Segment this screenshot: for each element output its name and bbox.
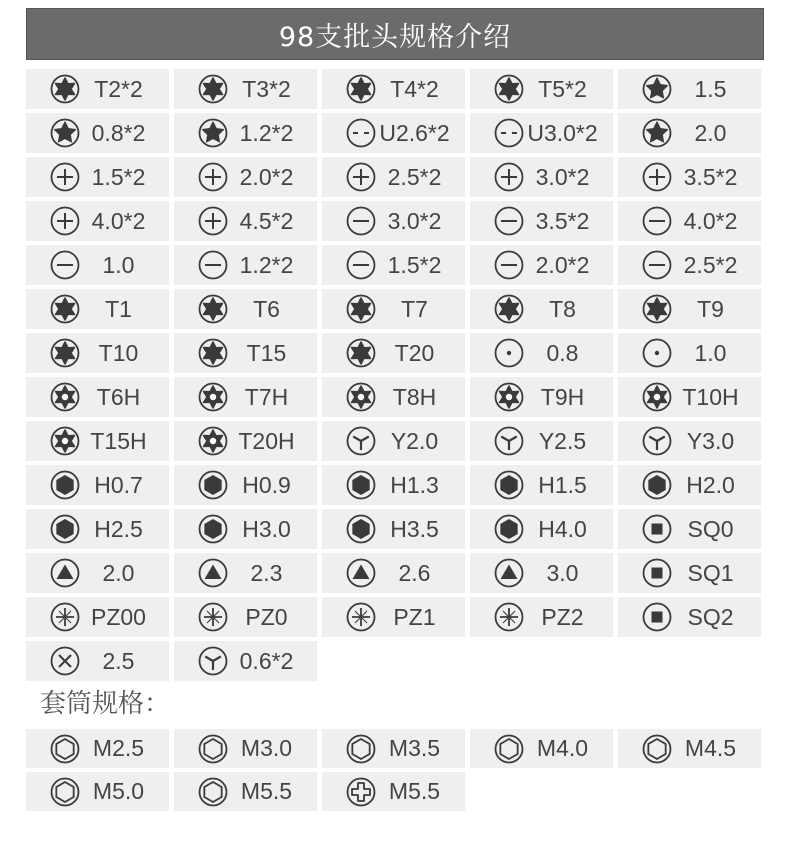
bit-cell-label: 0.8 [546, 339, 579, 366]
torx-hole-icon [198, 426, 228, 456]
socket-hex-icon [50, 734, 80, 764]
socket-cell-label: M3.5 [388, 735, 441, 761]
bit-cell [26, 465, 169, 505]
tri-wing-icon [494, 426, 524, 456]
socket-cell [470, 729, 613, 768]
slotted-icon [346, 250, 376, 280]
pentalobe-icon [198, 118, 228, 148]
hex-icon [494, 470, 524, 500]
hex-icon [198, 514, 228, 544]
bit-cell-label: PZ00 [91, 603, 146, 630]
bit-cell [470, 201, 613, 241]
tri-wing-icon [346, 426, 376, 456]
bit-cell-label: SQ2 [687, 603, 734, 630]
bit-cell [26, 509, 169, 549]
bit-cell-label: T6H [96, 383, 141, 410]
bit-cell-label: T4*2 [390, 75, 439, 102]
bit-cell-label: 2.0*2 [535, 251, 590, 278]
bit-cell [26, 69, 169, 109]
bit-cell-label: 2.3 [250, 559, 283, 586]
bit-cell [618, 509, 761, 549]
bit-cell-label: 2.0*2 [239, 163, 294, 190]
bit-cell [618, 289, 761, 329]
bit-cell-label: Y2.0 [390, 427, 439, 454]
torx-hole-icon [494, 382, 524, 412]
bit-cell-label: H3.0 [242, 515, 291, 542]
bit-cell [26, 377, 169, 417]
bit-cell [174, 333, 317, 373]
phillips-icon [198, 162, 228, 192]
slotted-icon [494, 250, 524, 280]
pentalobe-icon [642, 74, 672, 104]
bit-cell [470, 553, 613, 593]
bit-cell [322, 201, 465, 241]
phillips-icon [50, 206, 80, 236]
bit-cell-label: H4.0 [538, 515, 587, 542]
phillips-icon [198, 206, 228, 236]
bit-cell [618, 69, 761, 109]
slotted-icon [198, 250, 228, 280]
bit-cell [174, 553, 317, 593]
bit-cell [174, 157, 317, 197]
bit-cell-label: H0.7 [94, 471, 143, 498]
bit-cell-label: PZ0 [245, 603, 288, 630]
bit-cell-label: H2.0 [686, 471, 735, 498]
triangle-icon [198, 558, 228, 588]
bit-cell [26, 333, 169, 373]
bit-cell [322, 289, 465, 329]
bit-cell-label: T3*2 [242, 75, 291, 102]
bit-cell [26, 245, 169, 285]
socket-cell-label: M5.0 [92, 778, 145, 804]
bit-cell [470, 289, 613, 329]
socket-cell [26, 772, 169, 811]
tri-wing-icon [198, 646, 228, 676]
bit-cell-label: T6 [253, 295, 280, 322]
bit-cell-label: 3.0*2 [387, 207, 442, 234]
bit-cell [26, 553, 169, 593]
socket-cell [618, 729, 761, 768]
phillips-icon [50, 162, 80, 192]
slotted-icon [494, 206, 524, 236]
bit-cell [26, 201, 169, 241]
bit-cell-label: H0.9 [242, 471, 291, 498]
torx-icon [50, 294, 80, 324]
bit-cell [618, 333, 761, 373]
bit-cell-label: T8H [392, 383, 437, 410]
bit-cell-label: 4.0*2 [91, 207, 146, 234]
bit-cell-label: SQ0 [687, 515, 734, 542]
hex-icon [494, 514, 524, 544]
pentalobe-icon [642, 118, 672, 148]
pozidriv-icon [346, 602, 376, 632]
bit-cell-label: T20H [238, 427, 295, 454]
torx-icon [494, 294, 524, 324]
socket-hex-icon [494, 734, 524, 764]
bit-cell-label: T9 [697, 295, 724, 322]
page-title-banner [26, 8, 764, 60]
bit-cell [618, 113, 761, 153]
bit-cell [618, 157, 761, 197]
bit-cell-label: 3.5*2 [535, 207, 590, 234]
bit-cell [26, 641, 169, 681]
bit-cell-label: H3.5 [390, 515, 439, 542]
bit-cell [322, 69, 465, 109]
bit-cell-label: U3.0*2 [527, 119, 598, 146]
torx-icon [346, 74, 376, 104]
slotted-icon [50, 250, 80, 280]
socket-hex-icon [346, 734, 376, 764]
bit-cell-label: T1 [105, 295, 132, 322]
bit-cell-label: 3.0 [546, 559, 579, 586]
bit-cell [174, 597, 317, 637]
triangle-icon [50, 558, 80, 588]
bit-cell [618, 421, 761, 461]
bit-cell-label: U2.6*2 [379, 119, 450, 146]
socket-cell [322, 772, 465, 811]
bit-cell-label: Y2.5 [538, 427, 587, 454]
u-shape-icon [346, 118, 376, 148]
bit-cell [470, 113, 613, 153]
bit-cell [322, 157, 465, 197]
bit-cell-label: Y3.0 [686, 427, 735, 454]
bit-cell [26, 157, 169, 197]
pozidriv-icon [50, 602, 80, 632]
bit-cell [174, 377, 317, 417]
socket-cell-label: M5.5 [240, 778, 293, 804]
socket-spec-grid [26, 729, 761, 811]
torx-icon [642, 294, 672, 324]
socket-cell-label: M4.0 [536, 735, 589, 761]
bit-cell [26, 113, 169, 153]
bit-cell-label: 2.5*2 [683, 251, 738, 278]
bit-cell-label: T8 [549, 295, 576, 322]
socket-hex-icon [198, 734, 228, 764]
bit-spec-grid [26, 69, 761, 681]
u-shape-icon [494, 118, 524, 148]
dot-icon [494, 338, 524, 368]
bit-cell [26, 289, 169, 329]
bit-cell-label: PZ1 [393, 603, 436, 630]
bit-cell [322, 509, 465, 549]
bit-cell-label: T5*2 [538, 75, 587, 102]
torx-hole-icon [50, 382, 80, 412]
bit-cell [174, 289, 317, 329]
bit-cell [174, 69, 317, 109]
socket-cell-label: M4.5 [684, 735, 737, 761]
bit-cell [470, 245, 613, 285]
bit-cell-label: T9H [540, 383, 585, 410]
torx-icon [346, 338, 376, 368]
socket-hex-icon [642, 734, 672, 764]
bit-cell-label: T10 [98, 339, 139, 366]
hex-icon [50, 470, 80, 500]
bit-cell [322, 377, 465, 417]
socket-cell [26, 729, 169, 768]
bit-cell-label: 1.5*2 [387, 251, 442, 278]
socket-cell-label: M5.5 [388, 778, 441, 804]
bit-cell-label: 2.0 [102, 559, 135, 586]
torx-icon [198, 294, 228, 324]
bit-cell-label: 3.0*2 [535, 163, 590, 190]
bit-cell [618, 465, 761, 505]
socket-cell-label: M3.0 [240, 735, 293, 761]
bit-cell-label: 4.0*2 [683, 207, 738, 234]
hex-icon [346, 470, 376, 500]
bit-cell [470, 377, 613, 417]
torx-hole-icon [198, 382, 228, 412]
hex-icon [198, 470, 228, 500]
slotted-icon [642, 250, 672, 280]
bit-cell [470, 157, 613, 197]
bit-cell-label: T15 [246, 339, 287, 366]
bit-cell-label: T2*2 [94, 75, 143, 102]
socket-cell [322, 729, 465, 768]
pozidriv-icon [198, 602, 228, 632]
bit-cell [470, 597, 613, 637]
bit-cell [618, 245, 761, 285]
bit-cell-label: 2.6 [398, 559, 431, 586]
hex-icon [346, 514, 376, 544]
bit-cell [174, 245, 317, 285]
phillips-icon [494, 162, 524, 192]
bit-cell [322, 597, 465, 637]
torx-icon [346, 294, 376, 324]
bit-cell [470, 465, 613, 505]
bit-cell [174, 509, 317, 549]
bit-cell-label: 0.6*2 [239, 647, 294, 674]
pentalobe-icon [50, 118, 80, 148]
socket-hex-icon [50, 777, 80, 807]
bit-cell-label: H2.5 [94, 515, 143, 542]
bit-cell [322, 113, 465, 153]
bit-cell [322, 465, 465, 505]
cross-x-icon [50, 646, 80, 676]
bit-cell-label: 2.5 [102, 647, 135, 674]
bit-cell-label: 4.5*2 [239, 207, 294, 234]
triangle-icon [494, 558, 524, 588]
torx-icon [50, 338, 80, 368]
bit-cell-label: 1.2*2 [239, 119, 294, 146]
bit-cell [470, 333, 613, 373]
socket-cell-label: M2.5 [92, 735, 145, 761]
bit-cell-label: 3.5*2 [683, 163, 738, 190]
pozidriv-icon [494, 602, 524, 632]
bit-cell-label: H1.5 [538, 471, 587, 498]
bit-cell [174, 641, 317, 681]
bit-cell [26, 597, 169, 637]
bit-cell-label: 1.5 [694, 75, 727, 102]
bit-cell-label: H1.3 [390, 471, 439, 498]
bit-cell-label: PZ2 [541, 603, 584, 630]
bit-cell [322, 553, 465, 593]
torx-hole-icon [642, 382, 672, 412]
bit-cell-label: 1.2*2 [239, 251, 294, 278]
bit-cell [174, 201, 317, 241]
tri-wing-icon [642, 426, 672, 456]
socket-hex-icon [198, 777, 228, 807]
square-icon [642, 558, 672, 588]
bit-cell [618, 597, 761, 637]
bit-cell [618, 201, 761, 241]
square-icon [642, 514, 672, 544]
bit-cell-label: T7H [244, 383, 289, 410]
bit-cell [470, 509, 613, 549]
hex-icon [642, 470, 672, 500]
bit-cell [26, 421, 169, 461]
hex-icon [50, 514, 80, 544]
dot-icon [642, 338, 672, 368]
bit-cell [174, 421, 317, 461]
slotted-icon [642, 206, 672, 236]
bit-cell-label: 0.8*2 [91, 119, 146, 146]
bit-cell-label: 2.5*2 [387, 163, 442, 190]
bit-cell [174, 465, 317, 505]
bit-cell [322, 421, 465, 461]
bit-cell [322, 333, 465, 373]
bit-cell [618, 377, 761, 417]
bit-cell [174, 113, 317, 153]
phillips-icon [642, 162, 672, 192]
bit-cell-label: SQ1 [687, 559, 734, 586]
bit-cell [618, 553, 761, 593]
bit-cell-label: 1.5*2 [91, 163, 146, 190]
square-icon [642, 602, 672, 632]
socket-cell [174, 772, 317, 811]
sockets-section-title: 套筒规格： [40, 689, 171, 719]
bit-cell-label: 1.0 [102, 251, 135, 278]
torx-hole-icon [50, 426, 80, 456]
triangle-icon [346, 558, 376, 588]
socket-cell [174, 729, 317, 768]
bit-cell-label: T20 [394, 339, 435, 366]
torx-hole-icon [346, 382, 376, 412]
bit-cell-label: T10H [682, 383, 739, 410]
bit-cell [470, 421, 613, 461]
phillips-icon [346, 162, 376, 192]
torx-icon [50, 74, 80, 104]
bit-cell-label: T15H [90, 427, 147, 454]
bit-cell-label: 2.0 [694, 119, 727, 146]
torx-icon [198, 74, 228, 104]
bit-cell-label: T7 [401, 295, 428, 322]
bit-cell-label: 1.0 [694, 339, 727, 366]
torx-icon [494, 74, 524, 104]
torx-icon [198, 338, 228, 368]
socket-cross-icon [346, 777, 376, 807]
slotted-icon [346, 206, 376, 236]
page-title: 98支批头规格介绍 [278, 21, 512, 53]
bit-cell [322, 245, 465, 285]
bit-cell [470, 69, 613, 109]
